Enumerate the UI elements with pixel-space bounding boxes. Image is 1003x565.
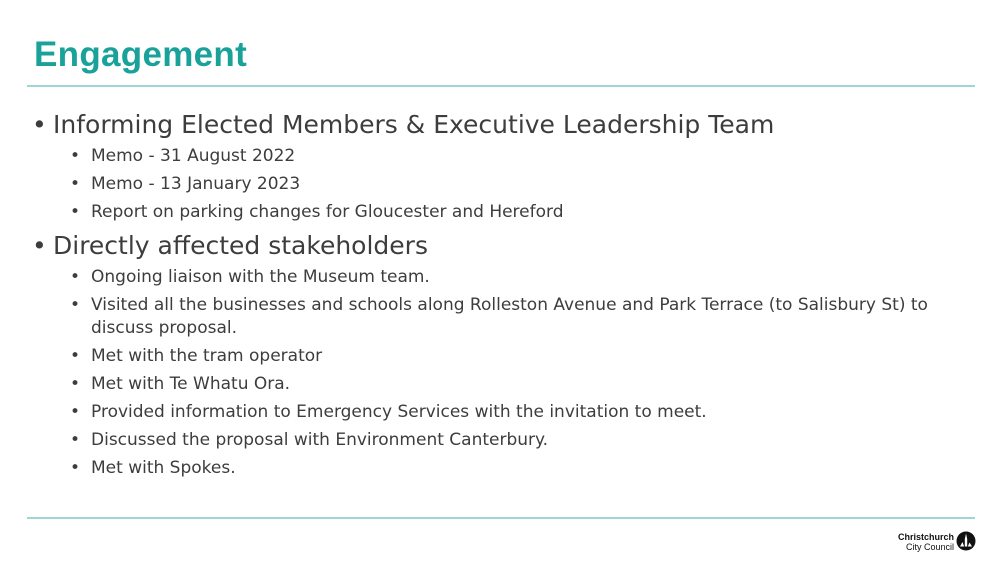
list-item: • Met with Te Whatu Ora. (32, 373, 962, 396)
section-list-informing (32, 145, 962, 224)
footer-divider (27, 517, 975, 519)
list-item: • Met with Spokes. (32, 457, 962, 480)
list-item: • Ongoing liaison with the Museum team. (32, 266, 962, 289)
list-item: • Memo - 13 January 2023 (32, 173, 962, 196)
list-item: • Discussed the proposal with Environment Canterbury. (32, 429, 962, 452)
section-list-stakeholders (32, 266, 962, 480)
logo-line2: City Council (905, 542, 954, 552)
title-divider (27, 85, 975, 87)
list-item: • Provided information to Emergency Services with the invitation to meet. (32, 401, 962, 424)
section-heading-informing: • Informing Elected Members & Executive Leadership Team (32, 108, 962, 142)
list-item: • Met with the tram operator (32, 345, 962, 368)
logo-wordmark (894, 532, 954, 552)
list-item: • Visited all the businesses and schools along Rolleston Avenue and Park Terrace (to Salisbury St) to discuss proposal. (32, 294, 962, 340)
list-item: • Report on parking changes for Gloucester and Hereford (32, 201, 962, 224)
logo-line1: Christchurch (897, 532, 954, 542)
slide-title: Engagement (34, 35, 248, 74)
cathedral-emblem-icon (956, 531, 976, 551)
slide-content (32, 108, 962, 485)
section-heading-stakeholders: • Directly affected stakeholders (32, 229, 962, 263)
list-item: • Memo - 31 August 2022 (32, 145, 962, 168)
